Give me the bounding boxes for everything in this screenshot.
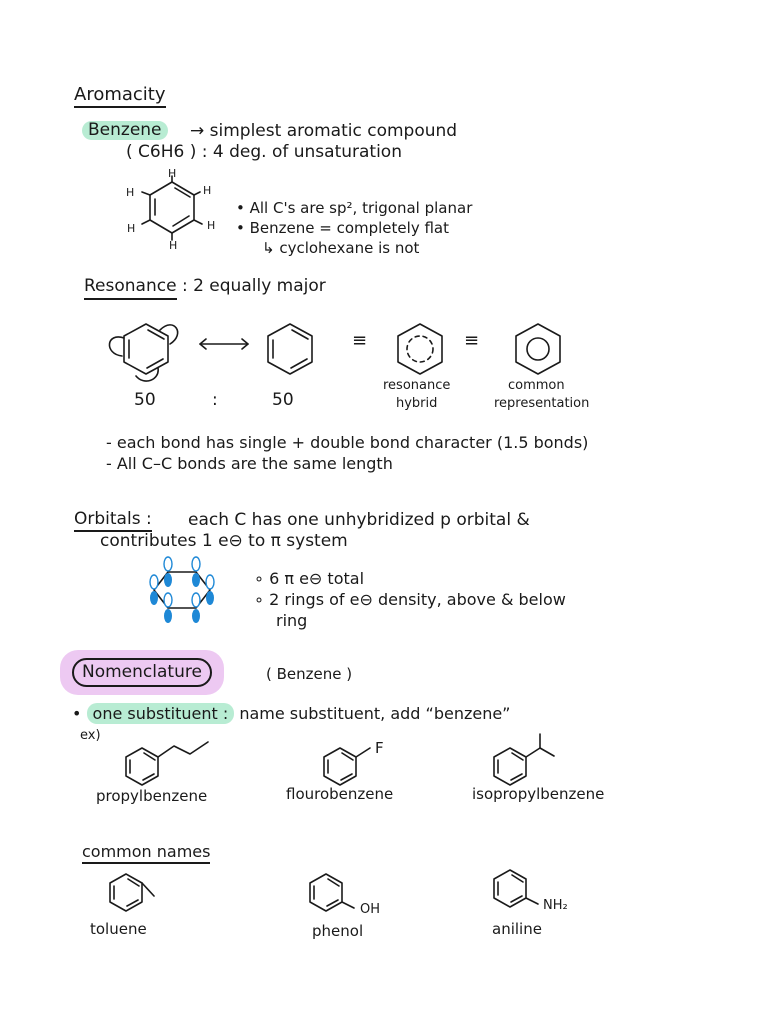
example-label: ex) xyxy=(80,728,101,743)
h-label: H xyxy=(127,222,136,235)
nomenclature-heading-wrap xyxy=(60,650,224,695)
hybrid-label-1: resonance xyxy=(383,378,451,393)
h-label: H xyxy=(207,219,216,232)
amine-label: NH₂ xyxy=(543,898,568,913)
resonance-structure-1 xyxy=(100,316,190,386)
orbitals-bullet-2b: ring xyxy=(276,611,308,630)
resonance-structure-2 xyxy=(258,316,328,386)
orbitals-line-2: contributes 1 e⊖ to π system xyxy=(100,531,348,551)
equivalence-sign: ≡ xyxy=(352,330,368,351)
common-names-heading: common names xyxy=(82,844,210,864)
example-name: flourobenzene xyxy=(286,785,394,803)
orbitals-bullet-1: ∘ 6 π e⊖ total xyxy=(254,569,365,588)
resonance-heading-text: Resonance xyxy=(84,276,177,300)
isopropylbenzene-structure xyxy=(480,730,580,792)
common-name: toluene xyxy=(90,920,147,938)
one-substituent-label: one substituent : xyxy=(87,703,235,724)
p-orbitals-diagram xyxy=(146,556,226,626)
bullet-dot: • xyxy=(72,704,87,723)
bullet-sp2: • All C's are sp², trigonal planar xyxy=(236,199,473,217)
orbitals-heading: Orbitals : xyxy=(74,511,152,532)
h-label: H xyxy=(169,239,178,252)
nomenclature-highlight xyxy=(60,650,224,695)
nomenclature-paren: ( Benzene ) xyxy=(266,665,353,683)
benzene-formula: ( C6H6 ) : 4 deg. of unsaturation xyxy=(126,142,402,162)
h-label: H xyxy=(126,186,135,199)
benzene-definition: → simplest aromatic compound xyxy=(190,121,458,141)
one-substituent-rule: name substituent, add “benzene” xyxy=(239,704,511,723)
resonance-heading xyxy=(84,278,326,295)
one-substituent-line xyxy=(72,706,510,722)
resonance-note-2: - All C–C bonds are the same length xyxy=(106,454,393,473)
orbitals-bullet-2: ∘ 2 rings of e⊖ density, above & below xyxy=(254,590,566,609)
equivalence-sign: ≡ xyxy=(464,330,480,351)
bullet-flat: • Benzene = completely flat xyxy=(236,219,449,237)
page-title: Aromacity xyxy=(74,86,166,108)
orbitals-line-1: each C has one unhybridized p orbital & xyxy=(188,510,530,530)
hybrid-label-2: hybrid xyxy=(396,396,438,411)
resonance-note-1: - each bond has single + double bond character (1.5 bonds) xyxy=(106,433,589,452)
ratio-left: 50 xyxy=(134,390,156,410)
bullet-cyclohexane: ↳ cyclohexane is not xyxy=(262,239,420,257)
common-name: aniline xyxy=(492,920,542,938)
h-label: H xyxy=(168,167,177,180)
propylbenzene-structure xyxy=(112,736,222,792)
common-representation xyxy=(506,316,576,386)
example-name: propylbenzene xyxy=(96,787,208,805)
ratio-right: 50 xyxy=(272,390,294,410)
common-label-2: representation xyxy=(494,396,590,411)
resonance-heading-rest: : 2 equally major xyxy=(181,276,326,296)
ratio-colon: : xyxy=(212,390,218,410)
fluorine-label: F xyxy=(375,739,384,757)
example-name: isopropylbenzene xyxy=(472,785,605,803)
toluene-structure xyxy=(96,866,176,922)
h-label: H xyxy=(203,184,212,197)
benzene-label: Benzene xyxy=(82,121,168,140)
hydroxyl-label: OH xyxy=(360,902,381,917)
double-arrow xyxy=(196,336,252,352)
common-name: phenol xyxy=(312,922,364,940)
common-label-1: common xyxy=(508,378,565,393)
nomenclature-heading: Nomenclature xyxy=(72,658,212,687)
resonance-hybrid xyxy=(388,316,458,386)
